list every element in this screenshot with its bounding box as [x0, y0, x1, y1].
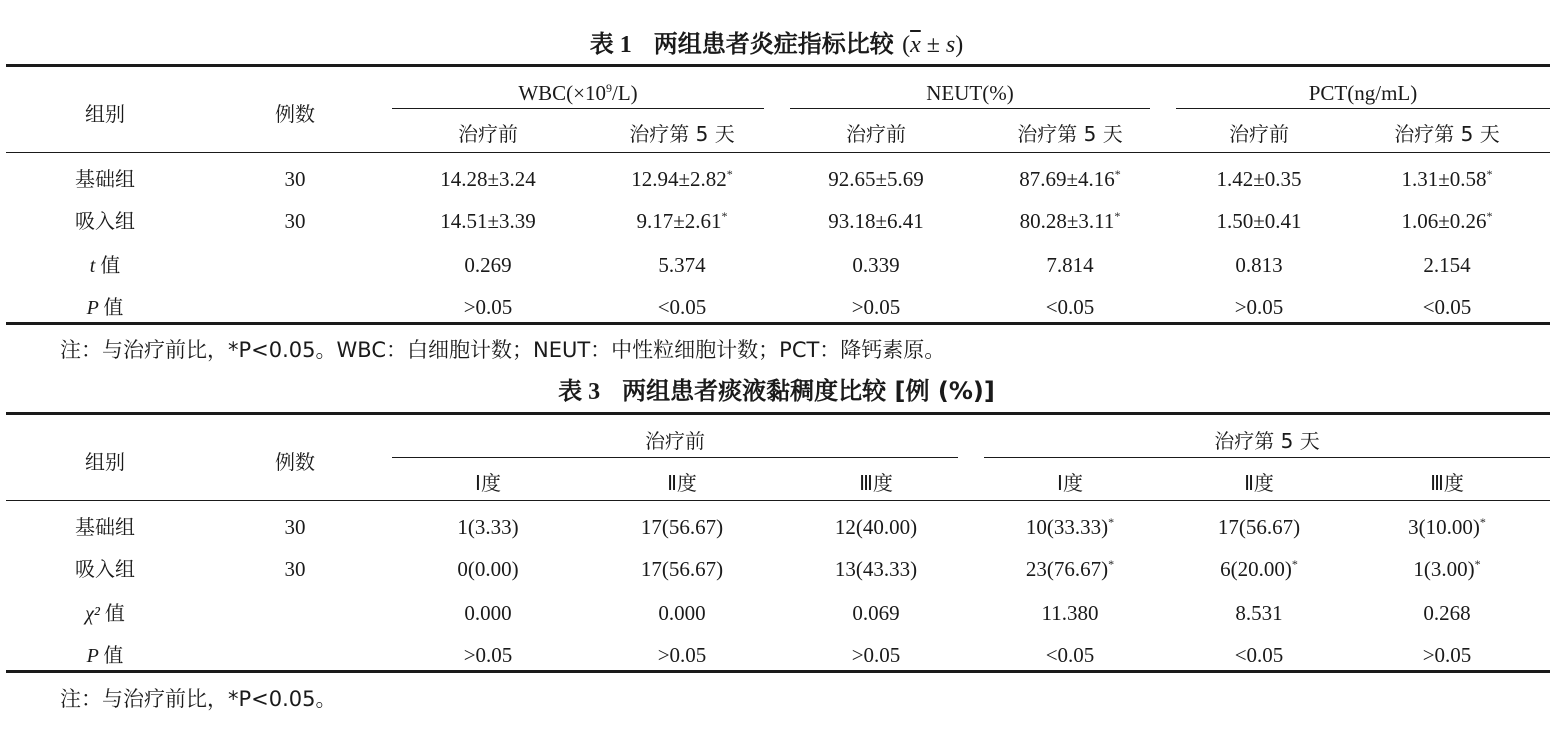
table3-caption-title: 两组患者痰液黏稠度比较 [例 (%)]: [622, 377, 995, 405]
table1-cell-v2: 12.94±2.82*: [631, 167, 733, 191]
table3-cell-group: 吸入组: [75, 557, 135, 581]
table1-cell-v4: 7.814: [1046, 253, 1094, 277]
table3-cell-group: χ² 值: [85, 601, 125, 625]
table3-cell-v3: >0.05: [851, 643, 901, 667]
table1-head-group: 组别: [85, 102, 125, 126]
table3-after-span-rule: [984, 457, 1550, 458]
table1-cell-v3: 93.18±6.41: [828, 209, 924, 233]
table3-cell-v5: 17(56.67): [1217, 515, 1301, 539]
table1-cell-v3: >0.05: [851, 295, 901, 319]
table3-before-span-rule: [392, 457, 958, 458]
table1-note: 注：与治疗前比，*P<0.05。WBC：白细胞计数；NEUT：中性粒细胞计数；PCT：降钙素原。: [60, 338, 946, 362]
table1-cell-v4: 80.28±3.11*: [1019, 209, 1121, 233]
table1-top-rule: [6, 64, 1550, 67]
table1-cell-v6: 1.31±0.58*: [1401, 167, 1493, 191]
table3-cell-v5: <0.05: [1234, 643, 1284, 667]
table3-cell-v1: 1(3.33): [457, 515, 519, 539]
table1-head-pct-after: 治疗第 5 天: [1394, 122, 1500, 146]
table3-head-before-g2: Ⅱ度: [667, 471, 697, 495]
table1-cell-v1: 14.28±3.24: [440, 167, 536, 191]
table1-cell-group: t 值: [89, 253, 121, 277]
table1-head-pct-before: 治疗前: [1229, 122, 1289, 146]
table3-cell-v4: 10(33.33)*: [1025, 515, 1115, 539]
table3-head-group: 组别: [85, 450, 125, 474]
table1-neut-span-rule: [790, 108, 1150, 109]
table1-cell-group: P 值: [86, 295, 124, 319]
table1-head-neut-after: 治疗第 5 天: [1017, 122, 1123, 146]
table3-cell-v4: 11.380: [1041, 601, 1099, 625]
table1-cell-v2: 9.17±2.61*: [636, 209, 728, 233]
table3-cell-v2: >0.05: [657, 643, 707, 667]
table3-cell-v2: 17(56.67): [640, 515, 724, 539]
table3-cell-v3: 13(43.33): [834, 557, 918, 581]
table1-cell-v5: 1.42±0.35: [1216, 167, 1302, 191]
table1-cell-v5: 0.813: [1235, 253, 1283, 277]
table3-head-before-g1: Ⅰ度: [475, 471, 501, 495]
table3-cell-group: P 值: [86, 643, 124, 667]
table1-cell-v2: <0.05: [657, 295, 707, 319]
table1-head-wbc-before: 治疗前: [458, 122, 518, 146]
table3-cell-v3: 12(40.00): [834, 515, 918, 539]
table1-pct-span-rule: [1176, 108, 1550, 109]
table1-cell-v1: 0.269: [464, 253, 512, 277]
table3-head-cases: 例数: [275, 450, 315, 474]
table1-cell-v5: 1.50±0.41: [1216, 209, 1302, 233]
table1-cell-v4: <0.05: [1045, 295, 1095, 319]
table3-caption: [0, 376, 1553, 407]
table3-note: 注：与治疗前比，*P<0.05。: [60, 687, 337, 711]
table1-cell-v4: 87.69±4.16*: [1019, 167, 1121, 191]
table3-cell-v5: 6(20.00)*: [1220, 557, 1298, 581]
table3-cell-v5: 8.531: [1235, 601, 1283, 625]
table3-cell-v6: 3(10.00)*: [1408, 515, 1486, 539]
table1-head-cases: 例数: [275, 102, 315, 126]
table3-header-rule: [6, 500, 1550, 501]
table1-cell-v6: <0.05: [1422, 295, 1472, 319]
table1-cell-v1: >0.05: [463, 295, 513, 319]
table1-cell-group: 基础组: [75, 167, 135, 191]
table1-head-neut-before: 治疗前: [846, 122, 906, 146]
table1-cell-v2: 5.374: [658, 253, 706, 277]
table1-head-wbc: $WBC(\times 10^9/L)$: [518, 81, 638, 105]
table1-cell-v6: 1.06±0.26*: [1401, 209, 1493, 233]
table1-caption: [0, 29, 1553, 60]
table3-cell-v1: 0(0.00): [457, 557, 519, 581]
table1-head-wbc-after: 治疗第 5 天: [629, 122, 735, 146]
table1-head-neut: NEUT(%): [926, 81, 1014, 105]
table3-cell-v1: 0.000: [464, 601, 512, 625]
table3-head-after-g3: Ⅲ度: [1430, 471, 1464, 495]
table3-head-before-g3: Ⅲ度: [859, 471, 893, 495]
table1-wbc-span-rule: [392, 108, 764, 109]
table3-cell-v4: <0.05: [1045, 643, 1095, 667]
table1-cell-v3: 92.65±5.69: [828, 167, 924, 191]
table3-bottom-rule: [6, 670, 1550, 673]
table3-cell-v6: 0.268: [1423, 601, 1471, 625]
table3-cell-n: 30: [284, 557, 306, 581]
table3-head-after: 治疗第 5 天: [1214, 429, 1320, 453]
table3-head-before: 治疗前: [645, 429, 705, 453]
table3-top-rule: [6, 412, 1550, 415]
table1-bottom-rule: [6, 322, 1550, 325]
table1-head-pct: PCT(ng/mL): [1308, 81, 1418, 105]
table1-caption-number: 表 1: [589, 32, 632, 58]
table3-cell-n: 30: [284, 515, 306, 539]
table1-caption-unit: $(\overline{x} \pm s)$: [902, 32, 964, 58]
table3-cell-v2: 17(56.67): [640, 557, 724, 581]
table1-cell-v6: 2.154: [1423, 253, 1471, 277]
table3-head-after-g1: Ⅰ度: [1057, 471, 1083, 495]
table1-header-rule: [6, 152, 1550, 153]
table3-cell-group: 基础组: [75, 515, 135, 539]
table1-cell-v3: 0.339: [852, 253, 900, 277]
table3-cell-v3: 0.069: [852, 601, 900, 625]
table3-cell-v4: 23(76.67)*: [1025, 557, 1115, 581]
table1-cell-v5: >0.05: [1234, 295, 1284, 319]
table3-cell-v6: >0.05: [1422, 643, 1472, 667]
table1-cell-n: 30: [284, 167, 306, 191]
table3-caption-number: 表 3: [558, 379, 601, 405]
table3-cell-v2: 0.000: [658, 601, 706, 625]
table3-cell-v1: >0.05: [463, 643, 513, 667]
table1-cell-group: 吸入组: [75, 209, 135, 233]
table3-head-after-g2: Ⅱ度: [1244, 471, 1274, 495]
table1-caption-title: 两组患者炎症指标比较: [653, 30, 894, 58]
table1-cell-v1: 14.51±3.39: [440, 209, 536, 233]
table1-cell-n: 30: [284, 209, 306, 233]
table3-cell-v6: 1(3.00)*: [1413, 557, 1481, 581]
